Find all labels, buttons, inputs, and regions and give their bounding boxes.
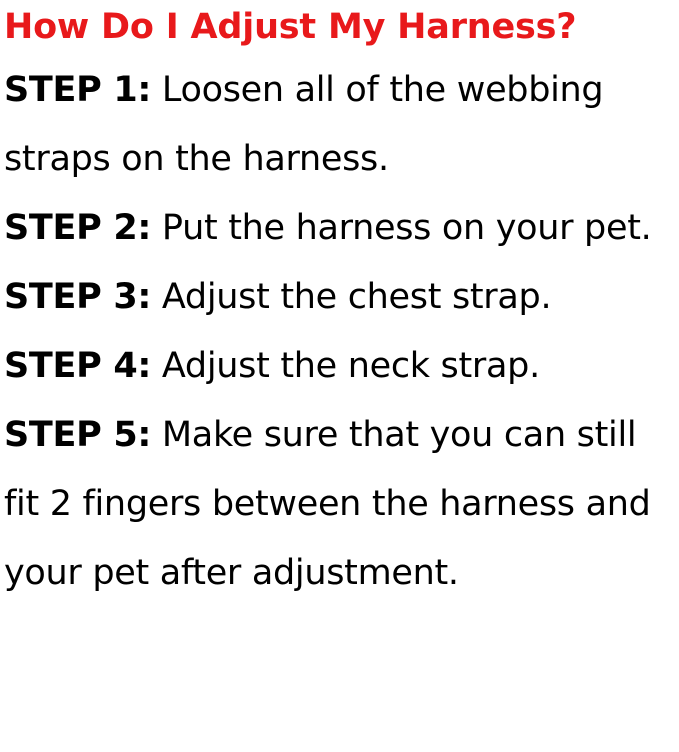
step-label: STEP 2: [4,208,152,248]
list-item [4,56,673,194]
step-text: Adjust the neck strap. [161,346,540,386]
step-label: STEP 3: [4,277,152,317]
step-text: Put the harness on your pet. [161,208,652,248]
step-label: STEP 5: [4,415,152,455]
step-text: Loosen all of the webbing straps on the harness. [4,70,604,179]
step-label: STEP 1: [4,70,152,110]
step-text: Make sure that you can still fit 2 fingers between the harness and your pet after adjustment. [4,415,651,593]
list-item [4,194,673,263]
steps-list [4,56,673,608]
step-text: Adjust the chest strap. [161,277,552,317]
list-item [4,332,673,401]
page-title: How Do I Adjust My Harness? [4,7,577,47]
list-item [4,263,673,332]
step-label: STEP 4: [4,346,152,386]
list-item [4,401,673,608]
